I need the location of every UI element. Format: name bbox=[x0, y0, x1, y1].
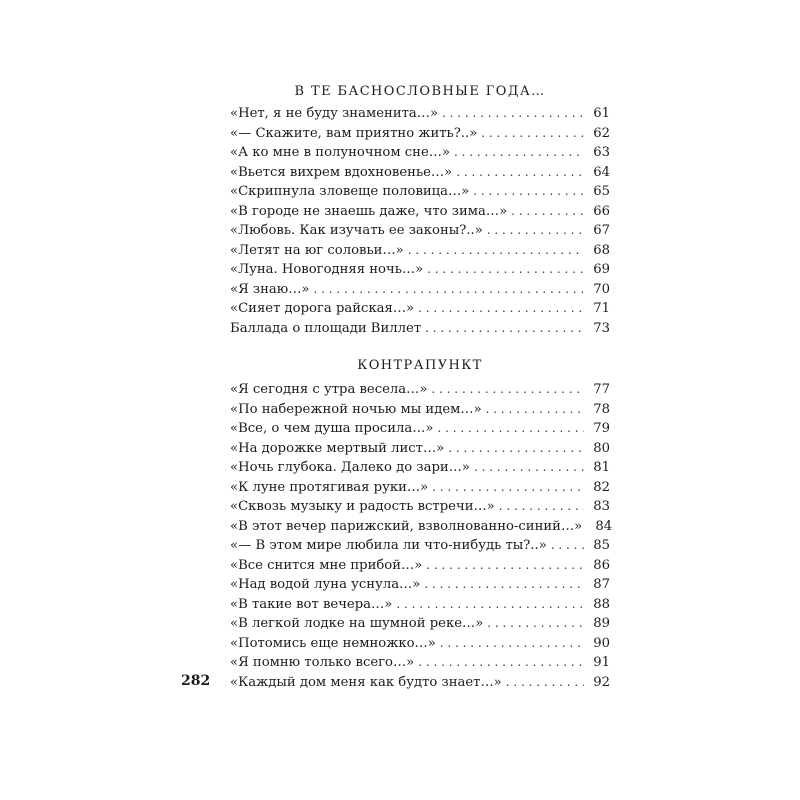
entry-title: «В городе не знаешь даже, что зима…» bbox=[230, 203, 508, 219]
entry-page: 91 bbox=[593, 655, 610, 670]
entry-title: «Скрипнула зловеще половица…» bbox=[230, 184, 470, 199]
toc-entry bbox=[230, 556, 610, 576]
entry-page: 84 bbox=[595, 518, 613, 534]
entry-title: «К луне протягивая руки…» bbox=[230, 479, 429, 495]
entry-page: 67 bbox=[593, 223, 610, 238]
entry-page: 81 bbox=[593, 460, 610, 475]
entry-page: 79 bbox=[593, 421, 610, 436]
toc-entry bbox=[230, 104, 610, 124]
dot-leader bbox=[454, 143, 584, 163]
entry-page: 89 bbox=[593, 616, 610, 631]
toc-entry bbox=[230, 673, 610, 693]
entry-page: 62 bbox=[593, 125, 610, 141]
page-number: 282 bbox=[181, 673, 211, 689]
dot-leader bbox=[481, 124, 584, 144]
dot-leader bbox=[426, 556, 584, 576]
entry-page: 63 bbox=[593, 145, 610, 160]
entry-page: 71 bbox=[593, 301, 610, 316]
entry-title: «В легкой лодке на шумной реке…» bbox=[230, 616, 484, 631]
toc-entry bbox=[230, 497, 610, 517]
toc-entry bbox=[230, 143, 610, 163]
dot-leader bbox=[431, 380, 584, 400]
toc-entry bbox=[230, 653, 610, 673]
toc-entry bbox=[230, 575, 610, 595]
dot-leader bbox=[425, 319, 584, 339]
entry-title: «Я знаю…» bbox=[230, 281, 310, 297]
entry-page: 86 bbox=[593, 557, 610, 573]
dot-leader bbox=[473, 182, 584, 202]
toc-entry bbox=[230, 260, 610, 280]
entry-title: «Над водой луна уснула…» bbox=[230, 577, 421, 592]
toc-entry bbox=[230, 124, 610, 144]
dot-leader bbox=[427, 260, 584, 280]
entry-page: 70 bbox=[593, 281, 610, 297]
section-title: В ТЕ БАСНОСЛОВНЫЕ ГОДА… bbox=[294, 84, 546, 99]
toc-entry bbox=[230, 536, 610, 556]
entry-page: 69 bbox=[593, 262, 610, 277]
entry-page: 82 bbox=[593, 479, 610, 495]
dot-leader bbox=[456, 163, 584, 183]
toc-entry bbox=[230, 182, 610, 202]
entry-page: 65 bbox=[593, 184, 610, 199]
entry-title: «Сквозь музыку и радость встречи…» bbox=[230, 499, 495, 514]
toc-entry bbox=[230, 299, 610, 319]
entry-page: 85 bbox=[593, 538, 610, 553]
dot-leader bbox=[418, 653, 584, 673]
entry-title: «Все снится мне прибой…» bbox=[230, 557, 423, 573]
entry-page: 66 bbox=[593, 203, 610, 219]
dot-leader bbox=[437, 419, 584, 439]
toc-entry bbox=[230, 319, 610, 339]
dot-leader bbox=[487, 614, 584, 634]
toc-entry bbox=[230, 419, 610, 439]
toc-entry bbox=[230, 400, 610, 420]
toc-entry bbox=[230, 614, 610, 634]
toc-entry bbox=[230, 280, 610, 300]
toc-list bbox=[230, 104, 610, 338]
toc-entry bbox=[230, 478, 610, 498]
entry-title: «Нет, я не буду знаменита…» bbox=[230, 106, 439, 121]
dot-leader bbox=[499, 497, 584, 517]
dot-leader bbox=[424, 575, 584, 595]
entry-title: «По набережной ночью мы идем…» bbox=[230, 401, 482, 417]
entry-title: «Сияет дорога райская…» bbox=[230, 301, 415, 316]
entry-title: «Вьется вихрем вдохновенье…» bbox=[230, 164, 453, 180]
entry-title: «Летят на юг соловьи…» bbox=[230, 242, 404, 258]
dot-leader bbox=[506, 673, 584, 693]
entry-title: «В этот вечер парижский, взволнованно-синий…» bbox=[230, 518, 583, 534]
entry-page: 73 bbox=[593, 320, 610, 336]
toc-entry bbox=[230, 517, 613, 537]
toc-entry bbox=[230, 439, 610, 459]
dot-leader bbox=[314, 280, 585, 300]
entry-title: «А ко мне в полуночном сне…» bbox=[230, 145, 451, 160]
dot-leader bbox=[442, 104, 584, 124]
toc-entry bbox=[230, 458, 610, 478]
dot-leader bbox=[396, 595, 584, 615]
dot-leader bbox=[408, 241, 584, 261]
dot-leader bbox=[551, 536, 584, 556]
entry-page: 88 bbox=[593, 596, 610, 612]
entry-title: «В такие вот вечера…» bbox=[230, 596, 393, 612]
dot-leader bbox=[511, 202, 584, 222]
dot-leader bbox=[486, 400, 584, 420]
toc-entry bbox=[230, 595, 610, 615]
entry-page: 87 bbox=[593, 577, 610, 592]
toc-list bbox=[230, 380, 613, 692]
entry-page: 92 bbox=[593, 674, 610, 690]
dot-leader bbox=[487, 221, 584, 241]
toc-entry bbox=[230, 380, 610, 400]
toc-entry bbox=[230, 634, 610, 654]
entry-title: «Все, о чем душа просила…» bbox=[230, 421, 434, 436]
toc-entry bbox=[230, 241, 610, 261]
entry-page: 64 bbox=[593, 164, 610, 180]
entry-title: «Луна. Новогодняя ночь…» bbox=[230, 262, 424, 277]
entry-page: 90 bbox=[593, 635, 610, 651]
entry-title: «Ночь глубока. Далеко до зари…» bbox=[230, 460, 470, 475]
entry-title: «— В этом мире любила ли что-нибудь ты?..» bbox=[230, 538, 547, 553]
entry-title: «Любовь. Как изучать ее законы?..» bbox=[230, 223, 483, 238]
entry-title: «Каждый дом меня как будто знает…» bbox=[230, 674, 502, 690]
entry-title: Баллада о площади Виллет bbox=[230, 320, 422, 336]
dot-leader bbox=[448, 439, 584, 459]
toc-entry bbox=[230, 163, 610, 183]
toc-entry bbox=[230, 202, 610, 222]
entry-page: 78 bbox=[593, 401, 610, 417]
section-title: КОНТРАПУНКТ bbox=[357, 358, 483, 373]
dot-leader bbox=[474, 458, 584, 478]
entry-title: «Я сегодня с утра весела…» bbox=[230, 382, 428, 397]
entry-page: 77 bbox=[593, 382, 610, 397]
entry-title: «Потомись еще немножко…» bbox=[230, 635, 436, 651]
entry-title: «— Скажите, вам приятно жить?..» bbox=[230, 125, 478, 141]
entry-page: 83 bbox=[593, 499, 610, 514]
entry-title: «На дорожке мертвый лист…» bbox=[230, 440, 445, 456]
entry-page: 80 bbox=[593, 440, 610, 456]
entry-page: 68 bbox=[593, 242, 610, 258]
dot-leader bbox=[432, 478, 584, 498]
entry-title: «Я помню только всего…» bbox=[230, 655, 415, 670]
dot-leader bbox=[418, 299, 584, 319]
dot-leader bbox=[440, 634, 584, 654]
entry-page: 61 bbox=[593, 106, 610, 121]
toc-entry bbox=[230, 221, 610, 241]
